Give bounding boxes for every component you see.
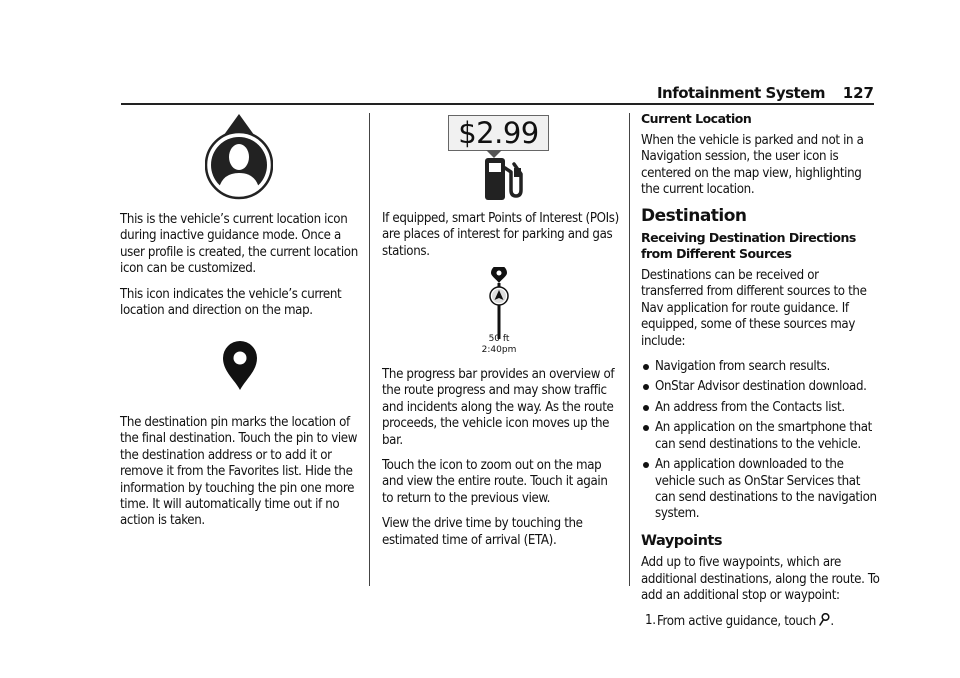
paragraph: View the drive time by touching the estimated time of arrival (ETA).: [382, 516, 583, 548]
column-divider: [629, 113, 630, 586]
list-item: An application on the smartphone that can send destinations to the vehicle.: [641, 420, 881, 453]
receiving-heading: Receiving Destination Directions from Different Sources: [641, 230, 856, 262]
list-item: OnStar Advisor destination download.: [641, 379, 881, 395]
destination-pin-icon: [222, 341, 258, 391]
gas-station-icon: [481, 150, 525, 202]
step-number: 1.: [645, 613, 656, 629]
page-number: 127: [842, 84, 874, 102]
step-item: [641, 613, 881, 630]
fuel-price: $2.99: [458, 116, 539, 150]
header-rule: [121, 103, 874, 105]
eta-label: 2:40pm: [481, 345, 517, 355]
paragraph: The progress bar provides an overview of the route progress and may show traffic and incidents along the way. As the route proceeds, the vehicle icon moves up the bar.: [382, 367, 615, 448]
column-2-text-b: [382, 367, 622, 558]
paragraph: The destination pin marks the location of the final destination. Touch the pin to view the destination address or to add it or remove it from the Favorites list. Hide the information by touching the pin one more time. It will automatically time out if no action is taken.: [120, 415, 358, 529]
paragraph: Add up to five waypoints, which are additional destinations, along the route. To add an additional stop or waypoint:: [641, 555, 880, 603]
column-1-text-b: [120, 415, 360, 539]
progress-labels: [470, 334, 528, 356]
step-text: From active guidance, touch: [657, 614, 816, 630]
paragraph: When the vehicle is parked and not in a Navigation session, the user icon is centered on the map view, highlighting the current location.: [641, 133, 864, 198]
column-1-text-a: [120, 212, 360, 328]
current-location-heading: Current Location: [641, 111, 752, 126]
list-item: Navigation from search results.: [641, 359, 881, 375]
sources-list: [641, 359, 881, 523]
section-title: Infotainment System: [656, 84, 825, 102]
paragraph: Destinations can be received or transferred from different sources to the Nav application for route guidance. If equipped, some of these sources may include:: [641, 268, 867, 349]
column-2-text-a: [382, 211, 622, 269]
paragraph: If equipped, smart Points of Interest (POIs) are places of interest for parking and gas stations.: [382, 211, 619, 259]
step-end: .: [830, 614, 834, 630]
list-item: An address from the Contacts list.: [641, 400, 881, 416]
price-tag: [448, 115, 549, 151]
waypoint-pin-icon: [819, 613, 830, 626]
paragraph: This icon indicates the vehicle’s current location and direction on the map.: [120, 286, 342, 319]
distance-label: 50 ft: [488, 334, 510, 344]
column-divider: [369, 113, 370, 586]
progress-bar-icon: [484, 267, 514, 339]
paragraph: This is the vehicle’s current location icon during inactive guidance mode. Once a user profile is created, the current location icon can be customized.: [120, 212, 358, 277]
paragraph: Touch the icon to zoom out on the map and view the entire route. Touch it again to return to the previous view.: [382, 458, 608, 506]
column-3: [641, 111, 881, 635]
user-location-icon: [205, 113, 273, 201]
destination-heading: Destination: [641, 205, 747, 226]
list-item: An application downloaded to the vehicle such as OnStar Services that can send destinations to the navigation system.: [641, 457, 881, 523]
waypoint-steps: [641, 613, 881, 630]
waypoints-heading: Waypoints: [641, 532, 722, 549]
